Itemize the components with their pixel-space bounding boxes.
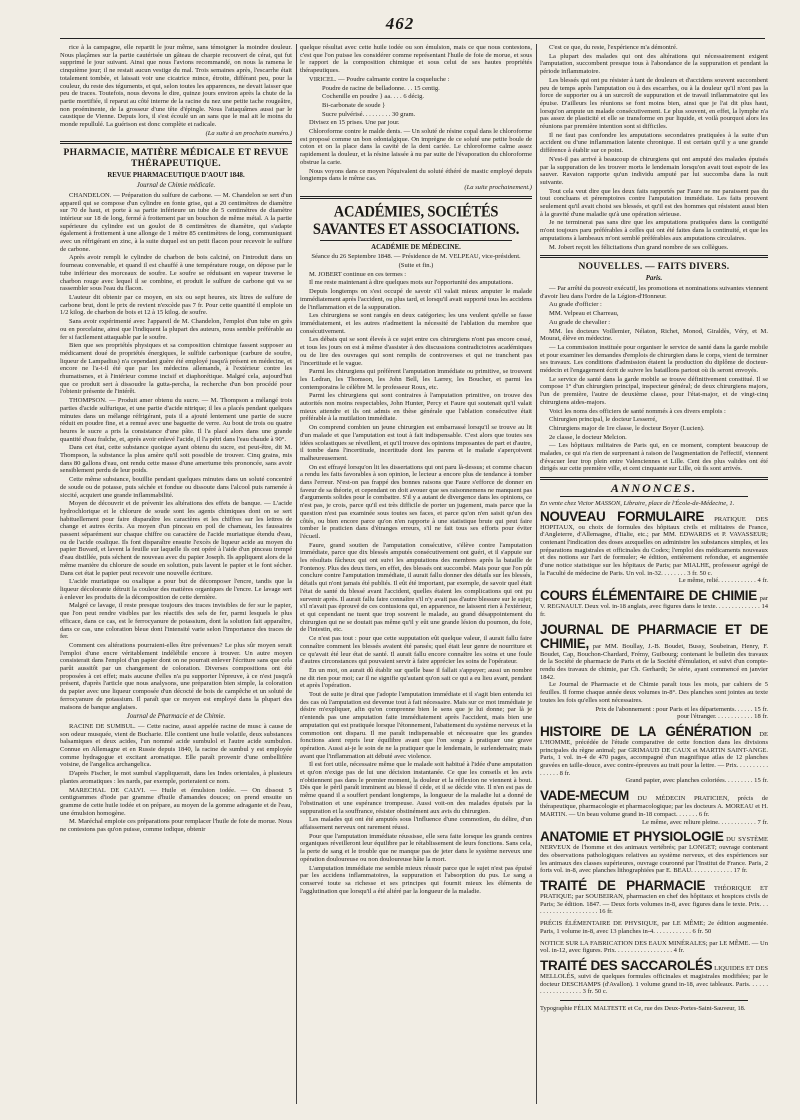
section-rule bbox=[560, 1000, 748, 1001]
continuation-note: (La suite prochainement.) bbox=[464, 183, 532, 191]
journal-source: Journal de Pharmacie et de Chimie. bbox=[126, 713, 226, 721]
ad-text: PRÉCIS ÉLÉMENTAIRE DE PHYSIQUE, par LE MÊME; 2e édition augmentée. Paris, 1 volume in-8, avec 13 planches in-4. . . . . . . . . . . . 6 fr. 50 bbox=[540, 920, 768, 935]
ad-price: 17 fr. bbox=[733, 867, 748, 875]
advertisement bbox=[540, 789, 768, 826]
section-rule bbox=[540, 477, 768, 480]
paragraph: Divisez en 15 prises. Une par jour. bbox=[309, 119, 400, 127]
paragraph: L'auteur dit obtenir par ce moyen, en six ou sept heures, six litres de sulfure de carbone brut, dont le prix de revient n'excède pas 7 fr. Pour cette quantité il emploie un 1/2 kilog. de charbon de bois et 12 à 15 kilog. de soufre. bbox=[60, 293, 292, 317]
ad-price: pour l'étranger. . . . . . . . . . . . 18 fr. bbox=[677, 713, 768, 721]
continued-note: (Suite et fin.) bbox=[398, 262, 434, 270]
column-right bbox=[540, 44, 768, 1106]
paragraph: M. Jobert reçoit les félicitations d'un grand nombre de ses collègues. bbox=[549, 243, 729, 251]
ad-title: COURS ÉLÉMENTAIRE DE CHIMIE bbox=[540, 588, 757, 604]
paragraph: On comprend combien un jeune chirurgien est embarrassé lorsqu'il se trouve au lit d'un malade et que l'amputation est tout à fait indispensable. C'est alors que toutes ses idées scolastiques se réveillent, et qu'il trouve des opinions imposantes de part et d'autre, il tombe dans l'incertitude, incertitude dont les parens et le malade s'aperçoivent malheureusement. bbox=[300, 424, 532, 462]
announcements-title: ANNONCES. bbox=[610, 481, 698, 496]
advertisement bbox=[540, 879, 768, 916]
ad-text: THÉORIQUE ET PRATIQUE; par SOUBEIRAN, pharmacien en chef des hôpitaux et hospices civils de Paris; 3e édition. 1847. — Deux forts volumes in-8, avec figures dans le texte. Prix. . . . . . . . . . . . . . . . . . . . . bbox=[540, 885, 768, 916]
paragraph: C'est ce que, du reste, l'expérience m'a démontré. bbox=[549, 44, 678, 51]
article-continuation: rice à la campagne, elle repartit le jour même, sans témoigner la moindre douleur. Nous plaçâmes sur la partie cautérisée un gâteau de charpie recouvert de cérat, qui fut supprimé le jour suivant. Ainsi que nous l'avions recommandé, on nous la ramena le cinquième jour; il ne restait aucun vestige du mal. Trois semaines après, l'escarrhe était totalement tombée, et laissait voir une cicatrice mince, étroite, différant peu, pour la couleur, du reste des téguments, et qui, selon toutes les apparences, ne devait laisser que peu de traces. Toutefois, nous devons le dire, quinze jours environ après la chute de la partie mortifiée, il reparut au côté interne de la racine du nez une petite tache rougeâtre, non proéminente, de la grosseur d'une tête d'épingle. Nous l'attaquâmes aussi par le caustique de Vienne. Depuis lors, il s'est écoulé un an sans que le mal ait le moins du monde repullulé. La guérison est donc complète et radicale. bbox=[60, 44, 292, 129]
advertisement bbox=[540, 959, 768, 996]
paragraph: Il ne faut pas confondre les amputations secondaires pratiquées à la suite d'un accident ou d'une inflammation latente chronique. Il est certain qu'il y a une grande différence à établir sur ce point. bbox=[540, 131, 768, 155]
continuation-note: (La suite à un prochain numéro.) bbox=[205, 129, 292, 137]
paragraph: MM. Velpeau et Charreau, bbox=[549, 310, 619, 318]
dateline: Paris. bbox=[645, 275, 663, 283]
paragraph: Faure, grand soutien de l'amputation consécutive, s'élève contre l'amputation immédiate, parce que dix blessés amputés consécutivement ont guéri, et il s'appuie sur les résultats fâcheux qui ont suivi les amputations des membres après la bataille de Fontenoy. Plus des deux tiers, en effet, des blessés ont succombé. Mais pour que l'on pût conclure contre l'amputation immédiate, il aurait fallu donner des détails sur les blessés, détails qui n'ont jamais été publiés. Il eût été important, par exemple, de savoir quel était l'état de santé du blessé avant l'accident, quelles étaient les complications qui ont pu survenir après. Il aurait fallu faire connaître s'il n'y avait pas d'autre blessure sur le sujet; s'il n'avait pas éprouvé de ces contusions qui, en apparence, ne laissent rien à l'extérieur, et qui cependant ne tuent que trop souvent le malade, au grand désappointement du chirurgien qui ne se doutait pas même qu'il y eût une grande lésion du poumon, du foie, de l'intestin, etc. bbox=[300, 541, 532, 634]
column-divider bbox=[536, 44, 537, 1104]
paragraph: N'est-il pas arrivé à beaucoup de chirurgiens qui ont amputé des malades épuisés par la suppuration de les trouver morts le lendemain lorsqu'on avait tout espoir de les sauver. Ravaton rapporte qu'un individu amputé par lui succomba dans la nuit suivante. bbox=[540, 155, 768, 186]
ad-text: Le Journal de Pharmacie et de Chimie paraît tous les mois, par cahiers de 5 feuilles. Il forme chaque année deux volumes in-8°. Des planches sont jointes au texte toutes les fois qu'elles sont nécessaires. bbox=[540, 681, 768, 704]
paragraph: Comment ces altérations pourraient-elles être prévenues? Le plus sûr moyen serait l'emploi d'une encre véritablement indélébile encore à trouver. Un autre moyen consisterait dans l'emploi d'un papier dont on ne pourrait enlever l'écriture sans que cela parût aussitôt par un changement de coloration. Diverses compositions ont été proposées à cet effet; mais aucune d'elles n'a pu supporter l'épreuve, à ce n'est jusqu'à présent, d'après l'article que nous analysons, une préparation bien simple, la coloration du papier avec une liqueur composée d'un décocté de bois de campêche et un soluté de ferrocyanure de potassium. Il paraît que ce moyen est employé dans la plupart des maisons de banque anglaises. bbox=[60, 641, 292, 711]
paragraph: — La commission instituée pour organiser le service de santé dans la garde mobile et pour examiner les demandes d'emplois de chirurgien dans le corps, vient de terminer ses travaux. Les conditions d'admission étaient la production du diplôme de docteur-médecin et l'engagement écrit de suivre les bataillons partout où ils seront envoyés. bbox=[540, 343, 768, 375]
advertisement bbox=[540, 623, 768, 721]
section-rule bbox=[300, 196, 532, 199]
paragraph: Chirurgien principal, le docteur Lesserré, bbox=[549, 416, 657, 424]
paragraph: Après avoir rempli le cylindre de charbon de bois calciné, on l'introduit dans un fourneau convenable, et quand il est chauffé à une température rouge, on dépose par le tube inférieur des morceaux de soufre. Le soufre se réduisant en vapeur traverse le charbon rouge avec lequel il se combine, et produit le sulfure de carbone qui va se rassembler sous l'eau du flacon. bbox=[60, 254, 292, 293]
paragraph: Ce n'est pas tout : pour que cette supputation eût quelque valeur, il aurait fallu faire connaître comment les blessés avaient été pansés; quel était leur genre de nourriture et ce qu'avait été leur état de santé. Il aurait fallu encore connaître les soins et une foule d'autres circonstances qui pouvaient servir à faire apprécier les soins de l'opérateur. bbox=[300, 635, 532, 666]
session-line: Séance du 26 Septembre 1848. — Présidence de M. VELPEAU, vice-président. bbox=[311, 253, 521, 261]
paragraph: Bien que ses propriétés physiques et sa composition chimique fassent supposer au médicament doué de propriétés énergiques, le sulfide carbonique (carbure de soufre, liqueur de Lampadius) n'a cependant guère été employé jusqu'à présent en médecine, et encore ne l'a-t-il été que par les médecins allemands, à l'extérieur contre les rhumatismes, et à l'intérieur comme incisif et diaphorétique. Malgré cela, aujourd'hui que ce produit sert à dissoudre la gutta-percha, la recherche d'un bon procédé pour l'obtenir présente de l'intérêt. bbox=[60, 342, 292, 396]
paragraph: 2e classe, le docteur Melcion. bbox=[549, 433, 627, 441]
ad-title: TRAITÉ DES SACCAROLÉS bbox=[540, 957, 713, 973]
paragraph: M. Maréchal emploie ces préparations pour remplacer l'huile de foie de morue. Nous ne contestons pas qu'on puisse, comme iodique, obtenir bbox=[60, 818, 292, 834]
academy-title: ACADÉMIE DE MÉDECINE. bbox=[371, 243, 461, 251]
ad-text: par V. REGNAULT. Deux vol. in-18 anglais, avec figures dans le texte. . . . . . . . . . . . . . bbox=[540, 595, 768, 611]
ad-text: LIQUIDES ET DES MELLOLÉS, suivi de quelques formules officinales et magistrales modifiées; par le docteur DESCHAMPS (d'Avallon). 1 volume grand in-18, avec tableaux. Paris. . . . . . . . . . . . . . . . . . . bbox=[540, 964, 768, 996]
ad-price: 3 fr. 50 c. bbox=[582, 988, 608, 996]
ad-text: DE L'HOMME, précédée de l'étude comparative de cette fonction dans les divisions principales du règne animal; par GRIMAUD DE CAUX et MARTIN SAINT-ANGE. Paris, 1 vol. in-4 de 470 pages, accompagné d'un magnifique atlas de 12 planches gravées en taille-douce, avec contre-épreuves au trait pour la lettre. — Prix. . . . . . . . . . . . . . . . 8 fr. bbox=[540, 730, 768, 777]
recipe-line: Cochenille en poudre } aa. . . . 6 décig. bbox=[322, 93, 425, 101]
paragraph: Sans avoir expérimenté avec l'appareil de M. Chandelon, l'emploi d'un tube en grès ou en porcelaine, ainsi que l'indiquent la plupart des auteurs, nous semble préférable au fer si facilement attaquable par le soufre. bbox=[60, 318, 292, 341]
paragraph: Cette même substance, bouillie pendant quelques minutes dans un soluté concentré de soude ou de potasse, puis séchée et fondue ou dissoute dans l'alcool puis ramenée à siccité, acquiert une grande inflammabilité. bbox=[60, 476, 292, 499]
advertisement bbox=[540, 940, 768, 955]
ad-price: 14 fr. bbox=[540, 603, 768, 618]
journal-source: Journal de Chimie médicale. bbox=[136, 182, 216, 190]
ad-text: DU MÉDECIN PRATICIEN, précis de thérapeutique, pharmacologie et pharmacologique; par les docteurs A. MOREAU et H. MARTIN. — Un beau volume grand in-18 compact. . . . . . . 6 fr. bbox=[540, 795, 768, 818]
ad-price: Prix de l'abonnement : pour Paris et les départements. . . . . . 15 fr. bbox=[595, 705, 768, 713]
paragraph: MM. les docteurs Voillemier, Nélaton, Richet, Monod, Giraldès, Véry, et M. Mourat, élève en médecine. bbox=[540, 327, 768, 343]
ad-title: JOURNAL DE PHARMACIE ET DE CHIMIE, bbox=[540, 621, 768, 651]
section-rule bbox=[560, 496, 748, 497]
paragraph: CHANDELON. — Préparation du sulfure de carbone. — M. Chandelon se sert d'un appareil qui se compose d'un cylindre en fonte grise, qui a 20 centimètres de diamètre sur 70 de haut, et porte à sa partie inférieure un tube de 5 centimètres de diamètre intérieur sur 18 de long, fermé à frottement par un bouchon de même métal. A la partie supérieure du cylindre est un goulot de 8 centimètres de diamètre, qui s'adapte également à frottement à une allonge de 1 mètre 85 centimètres de long, communiquant avec un réfrigérant en zinc, à la suite duquel est un petit flacon pour recevoir le sulfure de carbone. bbox=[60, 191, 292, 253]
paragraph: Il me reste maintenant à dire quelques mots sur l'opportunité des amputations. bbox=[309, 279, 514, 287]
paragraph: Les chirurgiens se sont rangés en deux catégories; les uns veulent qu'elle se fasse immédiatement, et les autres n'admettent la nécessité de l'ablation du membre que consécutivement. bbox=[300, 312, 532, 335]
section-title: PHARMACIE, MATIÈRE MÉDICALE ET REVUE THÉRAPEUTIQUE. bbox=[63, 148, 289, 170]
paragraph: Il est fort utile, nécessaire même que le malade soit habitué à l'idée d'une amputation et qu'on n'exige pas de lui une décision instantanée. Ce que les conseils et les avis n'obtiennent pas dans le premier moment, la douleur et la réflexion ne viennent à bout. Dès que le péril paraît imminent au blessé il cède, et il se décide vite. Il n'en est pas de même quand il a souffert pendant longtemps, la longueur de la maladie lui a donné de l'obstination et une espérance trompeuse. Aussi voit-on des malades épuisés par la suppuration et la souffrance, résister obstinément aux avis du chirurgien. bbox=[300, 761, 532, 815]
ad-text: par MM. Boullay, J.-B. Boudet, Bussy, Soubeiran, Henry, F. Boudet, Cap, Bouchon-Chardard, Frémy, Guibourg; contenant le bulletin des travaux de la Société de pharmacie de Paris et de la Société d'émulation, et suivi d'un compte-rendu des travaux de chimie, par Ch. Gerhardt; 3e série, ayant commencé en janvier 1842. bbox=[540, 642, 768, 681]
ad-price: Grand papier, avec planches coloriées. . . . . . . . . 15 fr. bbox=[625, 777, 768, 785]
printer-footer: Typographie FÉLIX MALTESTE et Ce, rue des Deux-Portes-Saint-Sauveur, 18. bbox=[540, 1005, 746, 1013]
paragraph: Au grade d'officier : bbox=[549, 301, 602, 309]
paragraph: Je ne terminerai pas sans dire que les amputations pratiquées dans la contiguïté m'ont toujours paru préférables à celles qui ont été faites dans la continuité, et que les amputations à lambeaux m'ont semblé préférables aux amputations circulaires. bbox=[540, 219, 768, 242]
paragraph: VIRICEL. — Poudre calmante contre la coqueluche : bbox=[309, 75, 450, 83]
paragraph: MARECHAL DE CALVI. — Huile et émulsion iodée. — On dissout 5 centigrammes d'iode par gramme d'huile d'amandes douces; on prend ensuite un gramme de cette huile iodée et on prépare, au moyen de la gomme adragante et de l'eau, une émulsion homogène. bbox=[60, 786, 292, 817]
publisher-line: En vente chez Victor MASSON, Libraire, place de l'École-de-Médecine, 1. bbox=[540, 499, 735, 507]
ad-title: ANATOMIE ET PHYSIOLOGIE bbox=[540, 829, 724, 845]
ad-title: NOUVEAU FORMULAIRE bbox=[540, 508, 705, 524]
paragraph: Les malades qui ont été amputés sous l'influence d'une commotion, du délire, d'un affaissement nerveux ont rarement réussi. bbox=[300, 816, 532, 831]
paragraph: M. JOBERT continue en ces termes : bbox=[309, 270, 407, 278]
section-rule bbox=[320, 240, 512, 241]
ad-price: Le même, relié. . . . . . . . . . . . 4 fr. bbox=[678, 577, 768, 585]
paragraph: Les blessés qui ont pu résister à tant de douleurs et d'accidens souvent succombent peu de temps après l'amputation ou à des escarrhes, ou à la douleur qu'il n'ont pas la force de supporter ou à un surcroît de suppuration et de travail inflammatoire qui les épuise. D'ailleurs les réunions se font moins bien, ainsi que je l'ai dit plus haut, lorsqu'on ampute un malade consécutivement. Le plus souvent, en effet, la lymphe n'a pas assez de plasticité et elle se transforme en pur liquide, et voilà pourquoi alors les réunions par première intention sont si difficiles. bbox=[540, 76, 768, 131]
advertisement bbox=[540, 920, 768, 935]
paragraph: Depuis longtemps on s'est occupé de savoir s'il valait mieux amputer le malade immédiatement après l'accident, ou plus tard, et lorsqu'il avait supporté tous les accidens de l'inflammation et de la suppuration. bbox=[300, 288, 532, 311]
section-title: ACADÉMIES, SOCIÉTÉS SAVANTES ET ASSOCIATIONS. bbox=[312, 203, 520, 239]
paragraph: Le service de santé dans la garde mobile se trouve définitivement constitué. Il se compose 1° d'un chirurgien principal, inspecteur général; de deux chirurgiens majors, l'un de première, l'autre de deuxième classe, pour l'état-major, et de vingt-cinq chirurgiens aides-majors. bbox=[540, 375, 768, 406]
header-rule bbox=[60, 38, 765, 39]
advertisement bbox=[540, 589, 768, 618]
paragraph: Malgré ce lavage, il reste presque toujours des traces invisibles de fer sur le papier, que l'on peut rendre visibles par les réactifs des sels de fer, parmi lesquels le plus efficace, dans ce cas, est le ferrocyanure de potassium, dont la solution fait apparaître, dans ce cas, une coloration bleue dont l'intensité varie selon l'importance des traces de fer. bbox=[60, 602, 292, 641]
recipe-line: Bi-carbonate de soude } bbox=[322, 101, 386, 109]
section-title: NOUVELLES. — FAITS DIVERS. bbox=[578, 262, 730, 273]
ad-price: Le même, avec reliure pleine. . . . . . . . . . . . 7 fr. bbox=[642, 818, 768, 826]
column-left bbox=[60, 44, 292, 1106]
column-middle bbox=[300, 44, 532, 1106]
paragraph: — Par arrêté du pouvoir exécutif, les promotions et nominations suivantes viennent d'avoir lieu dans l'ordre de la Légion-d'Honneur. bbox=[540, 284, 768, 300]
advertisement bbox=[540, 830, 768, 875]
paragraph: Chloroforme contre le malde dents. — Un soluté de résine copal dans le chloroforme est proposé comme un bon odontalgique. On imprègne de ce soluté une petite boule de coton et on la place dans la cavité de la dent cariée. Le chloroforme calme assez rapidement la douleur, et la résine laissée à nu par suite de l'évaporation du chloroforme obstrue la carie. bbox=[300, 128, 532, 166]
ad-title: VADE-MECUM bbox=[540, 788, 629, 804]
paragraph: Nous voyons dans ce moyen l'équivalent du soluté éthéré de mastic employé depuis longtemps dans le même cas. bbox=[300, 167, 532, 183]
recipe-line: Poudre de racine de belladonne. . . 15 centig. bbox=[322, 84, 440, 92]
ad-text: PRATIQUE DES HOPITAUX, ou choix de formules des hôpitaux civils et militaires de France, d'Angleterre, d'Allemagne, d'Italie, etc.; par MM. EDWARDS et P. VAVASSEUR; contenant l'indication des doses auxquelles on administre les substances simples, et les préparations magistrales et officinales du Codex; l'emploi des médicaments nouveaux et des notions sur l'art de formuler; 4e édition, entièrement refondue, et augmentée d'une notice statistique sur les hôpitaux de Paris; par MIALHE, professeur agrégé de la Faculté de médecine de Paris. Un vol. in-32. . . . . . . . 3 fr. 50 c. bbox=[540, 515, 768, 577]
paragraph: Moyen de découvrir et de prévenir les altérations des effets de banque. — L'acide hydrochlorique et le chlorure de soude sont les agents chimiques dont on se sert habituellement pour faire disparaître les caractères et les chiffres sur les lettres de change et autres écrits. Au moyen d'un pinceau en poil de chameau, les faussaires passent séparément sur chaque chiffre ou caractère de l'acide muriatique étendu d'eau, ou de l'acide oxalique. Ils font disparaître ensuite l'excès de liqueur acide au moyen du papier Buvard, et lavent la feuille sur laquelle ils ont opéré à l'aide d'un pinceau trempé d'eau distillée, puis séchent de nouveau avec du papier Joseph. Ils appliquent alors de la même manière du chlorure de soude en solution, puis lavent le papier et le font sécher. Dans cet état le papier peut recevoir une nouvelle écriture. bbox=[60, 500, 292, 577]
column-divider bbox=[296, 44, 297, 1104]
paragraph: Pour que l'amputation immédiate réussisse, elle sera faite lorsque les grands centres organiques réveilleront leur équilibre par le rétablissement de leurs fonctions. Sans cela, la perte de sang et le trouble que ne manque pas de jeter dans le système nerveux une opération douloureuse ou non douloureuse hâte la mort. bbox=[300, 832, 532, 863]
ad-price: 16 fr. bbox=[598, 908, 613, 916]
paragraph: Dans cet état, cette substance quoique ayant obtenu du sucre, est peut-être, dit M. Thompson, la substance la plus amère qu'il soit possible de trouver. Cinq grains, mis dans 80 gallons d'eau, ont rendu cette masse d'une amertume très prononcée, sans avoir sensiblement perdu de leur poids. bbox=[60, 444, 292, 475]
paragraph: THOMPSON. — Produit amer obtenu du sucre. — M. Thompson a mélangé trois parties d'acide sulfurique, et une partie d'acide nitrique; il les a placés pendant quelques minutes dans un mélange réfrigérant, puis il a ajouté lentement une partie de sucre réduit en poudre fine, et a remué avec une baguette de verre. Au bout de trois ou quatre heures le sucre a pris la consistance d'une pâte. Il l'a placé alors dans une grande quantité d'eau fraîche, et, après avoir enlevé l'acide, il l'a pétri dans l'eau chaude à 90°. bbox=[60, 397, 292, 443]
review-title: REVUE PHARMACEUTIQUE D'AOUT 1848. bbox=[107, 172, 245, 180]
ad-text: DU SYSTÈME NERVEUX de l'homme et des animaux vertébrés; par LONGET; ouvrage contenant des observations pathologiques relatives au système nerveux, et des expériences sur les animaux des classes supérieures, ouvrage couronné par l'Institut de France. Paris, 2 forts vol. in-8, avec planches lithographiées par E. BEAU. . . . . . . . . . . . . bbox=[540, 836, 768, 875]
paragraph: En un mot, on aurait dû établir sur quelle base il fallait s'appuyer; aussi un nombre ne dit rien pour moi; car il ne signifie qu'autant qu'on sait ce qui a eu lieu avant, pendant et après l'opération. bbox=[300, 666, 532, 690]
paragraph: Au grade de chevalier : bbox=[549, 318, 611, 326]
ad-title: HISTOIRE DE LA GÉNÉRATION bbox=[540, 723, 752, 739]
recipe bbox=[300, 85, 532, 119]
section-rule bbox=[540, 255, 768, 258]
paragraph: Parmi les chirurgiens qui préfèrent l'amputation immédiate ou primitive, se trouvent les Ledran, les Thomson, les John Bell, les Larrey, les Boucher, et parmi les contemporains le célèbre M. le professeur Roux, etc. bbox=[300, 368, 532, 391]
paragraph: Parmi les chirurgiens qui sont contraires à l'amputation primitive, on trouve des autorités non moins respectables, John Hunter, Percy et Faure qui soutenait qu'il valait mieux attendre et ils ont admis en thèse générale que l'ablation consécutive était préférable à la mutilation immédiate. bbox=[300, 392, 532, 423]
advertisement bbox=[540, 725, 768, 785]
paragraph: Chirurgiens major de 1re classe, le docteur Boyer (Lucien). bbox=[549, 424, 705, 432]
paragraph: RACINE DE SUMBUL. — Cette racine, aussi appelée racine de musc à cause de son odeur musquée, vient de Bucharie. Elle contient une huile volatile, deux substances balsamiques et deux acides, l'un nommé acide sumbulol et l'autre acide sumbulon. Connue en Allemagne et en Russie depuis 1840, la racine de sumbul y est employée comme hydragogue et excitant aromatique. Elle paraît provenir d'une ombellifère voisine, de l'angelica archangelica. bbox=[60, 722, 292, 769]
section-rule bbox=[60, 141, 292, 144]
paragraph: Les débats qui se sont élevés à ce sujet entre ces chirurgiens n'ont pas encore cessé, et tous les jours on est à même d'assister à des discussions contradictoires académiques ou de lire des ouvrages qui sont remplis de controverses et qui ne tranchent pas l'incertitude et le vague. bbox=[300, 336, 532, 367]
page-number: 462 bbox=[385, 14, 415, 33]
ad-text: NOTICE SUR LA FABRICATION DES EAUX MINÉRALES; par LE MÊME. — Un vol. in-12, avec figures. Prix. . . . . . . . . . . . . . . . . . 4 fr. bbox=[540, 939, 768, 955]
paragraph: On est effrayé lorsqu'on lit les dissertations qui ont paru là-dessus; et comme chacun a rendu les faits favorables à son opinion, le lecteur a encore plus de tendance à tomber dans l'erreur. N'est-on pas frappé des bonnes raisons que Faure s'efforce de donner en faveur de sa théorie, et cependant on doit avouer que ses raisonnemens ne manquent pas d'arguments solides pour le combattre. S'il y a autant de divergence dans les opinions, ce n'est pas, je crois, parce qu'il est très difficile de porter un jugement, mais parce que la question n'est pas examinée sous toutes ses faces, et parce qu'on n'en saisit qu'un des côtés, ou bien encore parce qu'on n'en rapporte à une statistique brute qui peut faire tomber le praticien dans d'étranges erreurs, s'il ne fait tous ses efforts pour éviter l'écueil. bbox=[300, 463, 532, 540]
paragraph: Tout cela veut dire que les deux faits rapportés par Faure ne me paraissent pas du tout concluans et péremptoires contre l'amputation immédiate. Les faits prouvent seulement qu'il avait choisi ses blessés, et qu'il est des hommes qui résistent aussi bien à la gravité d'une maladie qu'à une opération sérieuse. bbox=[540, 187, 768, 218]
paragraph: La plupart des malades qui ont des altérations qui nécessairement exigent l'amputation, succombent presque tous à l'abondance de la suppuration et pendant la période inflammatoire. bbox=[540, 52, 768, 76]
recipe-line: Sucre pulvérisé. . . . . . . . . 30 gram. bbox=[322, 110, 416, 118]
paragraph: L'amputation immédiate me semble mieux réussir parce que le sujet n'est pas épuisé par les accidens inflammatoires, la suppuration et l'absorption du pus. Le sang a conservé toute sa richesse et ses principes qui fournit mieux les éléments de l'agglutination que lorsqu'il a été altéré par la longueur de la maladie. bbox=[300, 864, 532, 895]
paragraph: L'acide muriatique ou oxalique a pour but de décomposer l'encre, tandis que la liqueur décolorante détruit la couleur des matières organiques de l'encre. Le lavage sert à enlever les produits de la décomposition de cette dernière. bbox=[60, 578, 292, 601]
paragraph: Tout de suite je dirai que j'adopte l'amputation immédiate et il s'agit bien entendu ici des cas où l'amputation est devenue tout à fait nécessaire. Mais sur ce mot immédiate je désire m'expliquer, afin qu'on comprenne bien le sens que je lui donne; par là je n'entends pas une amputation faite immédiatement après l'accident, mais bien une amputation qui est pratiquée lorsque l'étonnement, l'abattement du système nerveux et la commotion ont disparu. Il me paraît indispensable et nécessaire que les grandes fonctions aient repris leur équilibre avant que l'on songe à pratiquer une grave opération. Aussi ai-je le soin de ne la pratiquer que le lendemain, le surlendemain; mais avant que l'inflammation ait débuté avec violence. bbox=[300, 691, 532, 760]
paragraph: Voici les noms des officiers de santé nommés à ces divers emplois : bbox=[549, 407, 726, 415]
advertisement bbox=[540, 510, 768, 586]
ad-title: TRAITÉ DE PHARMACIE bbox=[540, 878, 706, 894]
paragraph: quelque résultat avec cette huile iodée ou son émulsion, mais ce que nous contestons, c'est que l'on puisse les considérer comme représentant l'huile de foie de morue, et sous le rapport de la composition chimique et sous celui de ses hautes propriétés thérapeutiques. bbox=[300, 44, 532, 75]
paragraph: — Les hôpitaux militaires de Paris qui, en ce moment, comptent beaucoup de malades, ce qui n'a rien de surprenant à raison de l'augmentation de l'effectif, viennent d'évacuer leur trop plein entre Valenciennes et Lille. Cent des plus valides ont été dirigés sur cette première ville, et cent cinquante sur Lille, où ils sont arrivés. bbox=[540, 442, 768, 473]
paragraph: D'après Fischer, le mot sumbul s'appliquerait, dans les Indes orientales, à plusieurs plantes aromatiques : les nards, par exemple, porteraient ce nom. bbox=[60, 770, 292, 785]
